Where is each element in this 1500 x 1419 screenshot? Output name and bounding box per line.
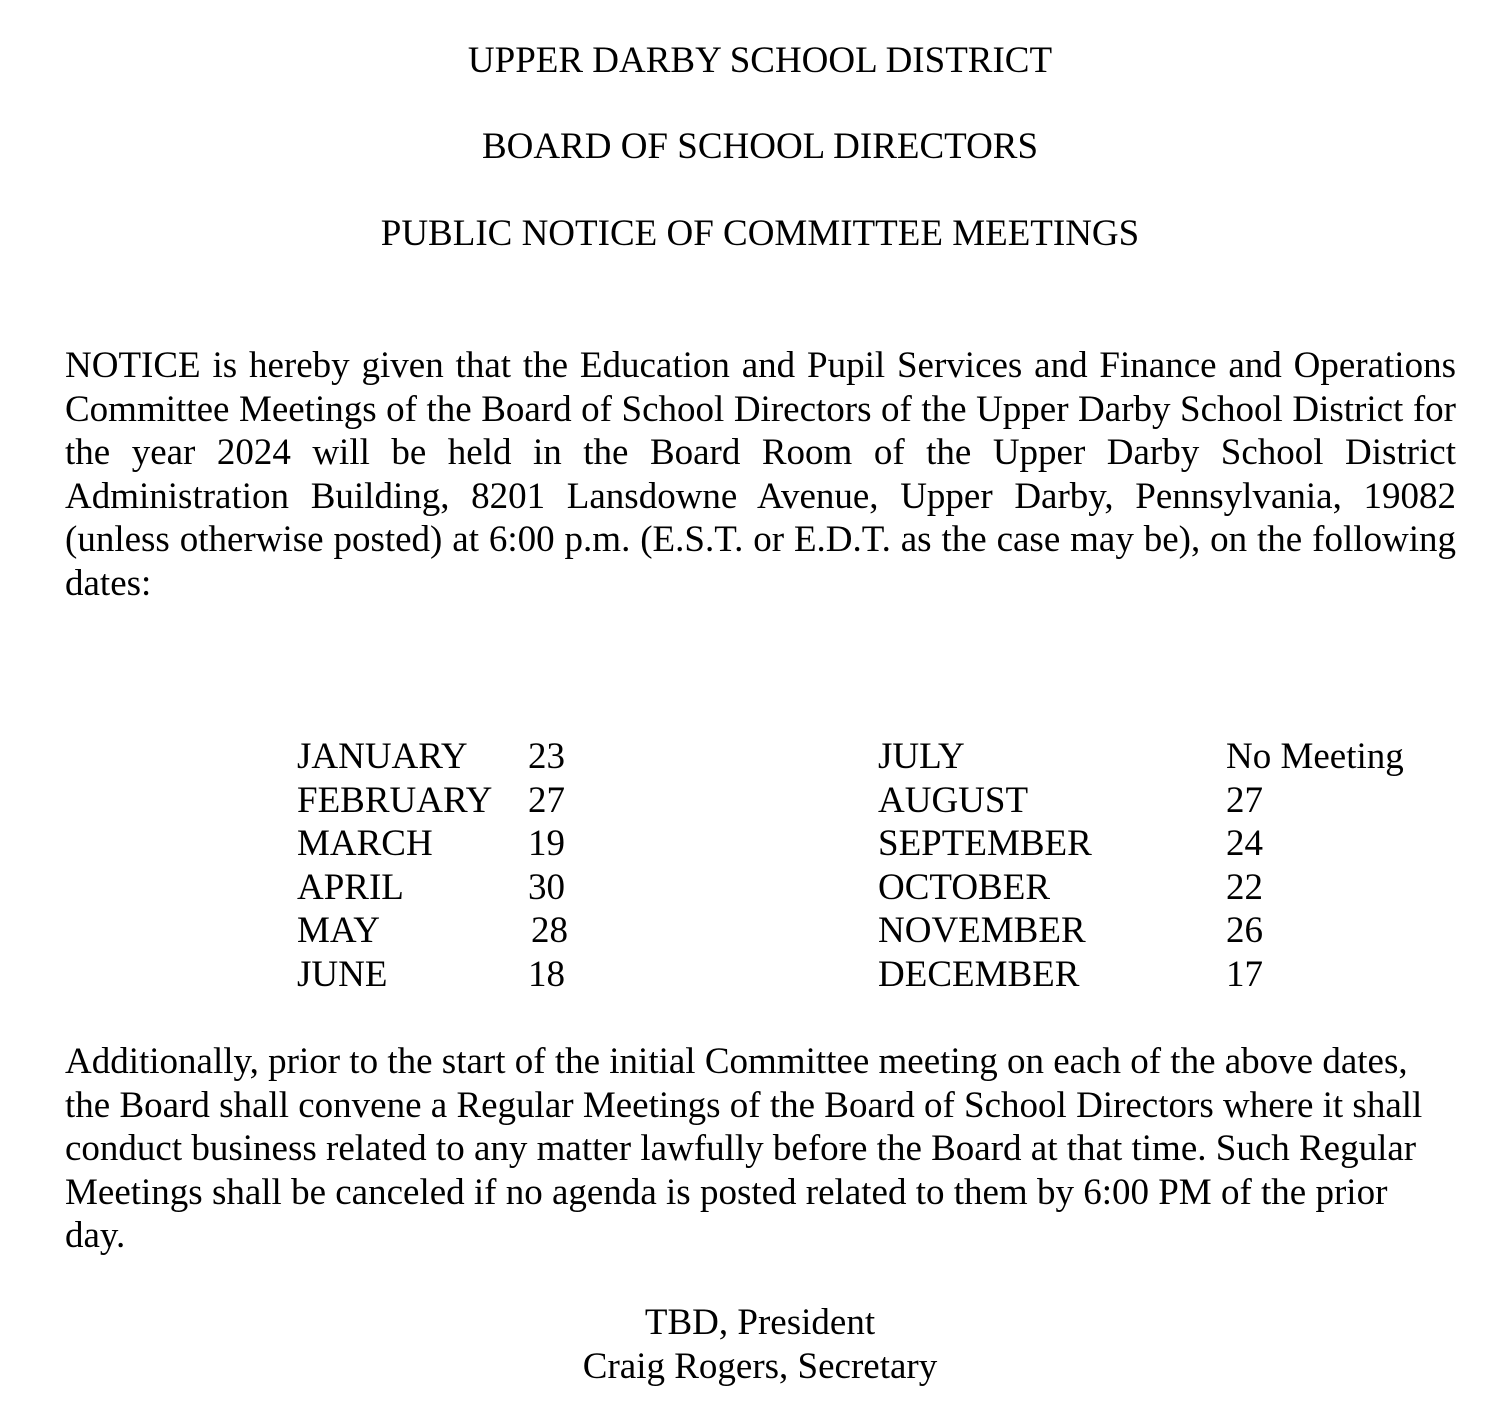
schedule-month: JUNE — [297, 954, 388, 995]
schedule-day: 28 — [531, 910, 568, 951]
notice-title: PUBLIC NOTICE OF COMMITTEE MEETINGS — [380, 213, 1140, 254]
schedule-day: 27 — [1226, 780, 1263, 821]
schedule-day: No Meeting — [1226, 736, 1404, 777]
schedule-month: APRIL — [297, 867, 404, 908]
schedule-month: AUGUST — [878, 780, 1029, 821]
district-title: UPPER DARBY SCHOOL DISTRICT — [467, 40, 1053, 81]
schedule-day: 27 — [528, 780, 565, 821]
additional-paragraph: Additionally, prior to the start of the initial Committee meeting on each of the above dates, the Board shall convene a Regular Meetings of the Board of School Directors where it shall conduct business related to any matter lawfully before the Board at that time. Such Regular Meetings shall be canceled if no agenda is posted related to them by 6:00 PM of the prior day. — [65, 1041, 1423, 1256]
schedule-day: 24 — [1226, 823, 1263, 864]
schedule-day: 26 — [1226, 910, 1263, 951]
schedule-day: 22 — [1226, 867, 1263, 908]
schedule-month: SEPTEMBER — [878, 823, 1092, 864]
schedule-month: JULY — [878, 736, 965, 777]
schedule-day: 30 — [528, 867, 565, 908]
schedule-month: MAY — [297, 910, 380, 951]
schedule-month: FEBRUARY — [297, 780, 493, 821]
secretary-signature: Craig Rogers, Secretary — [582, 1346, 938, 1387]
schedule-month: MARCH — [297, 823, 433, 864]
schedule-month: NOVEMBER — [878, 910, 1086, 951]
schedule-month: OCTOBER — [878, 867, 1051, 908]
schedule-day: 19 — [528, 823, 565, 864]
board-title: BOARD OF SCHOOL DIRECTORS — [481, 126, 1039, 167]
schedule-day: 23 — [528, 736, 565, 777]
schedule-month: JANUARY — [297, 736, 468, 777]
schedule-month: DECEMBER — [878, 954, 1080, 995]
schedule-day: 17 — [1226, 954, 1263, 995]
notice-paragraph: NOTICE is hereby given that the Education and Pupil Services and Finance and Operations Committee Meetings of the Board of School Directors of the Upper Darby School District for the year 2024 will be held in the Board Room of the Upper Darby School District Administration Building, 8201 Lansdowne Avenue, Upper Darby, Pennsylvania, 19082 (unless otherwise posted) at 6:00 p.m. (E.S.T. or E.D.T. as the case may be), on the following dates: — [65, 345, 1456, 604]
schedule-day: 18 — [528, 954, 565, 995]
president-signature: TBD, President — [644, 1302, 876, 1343]
